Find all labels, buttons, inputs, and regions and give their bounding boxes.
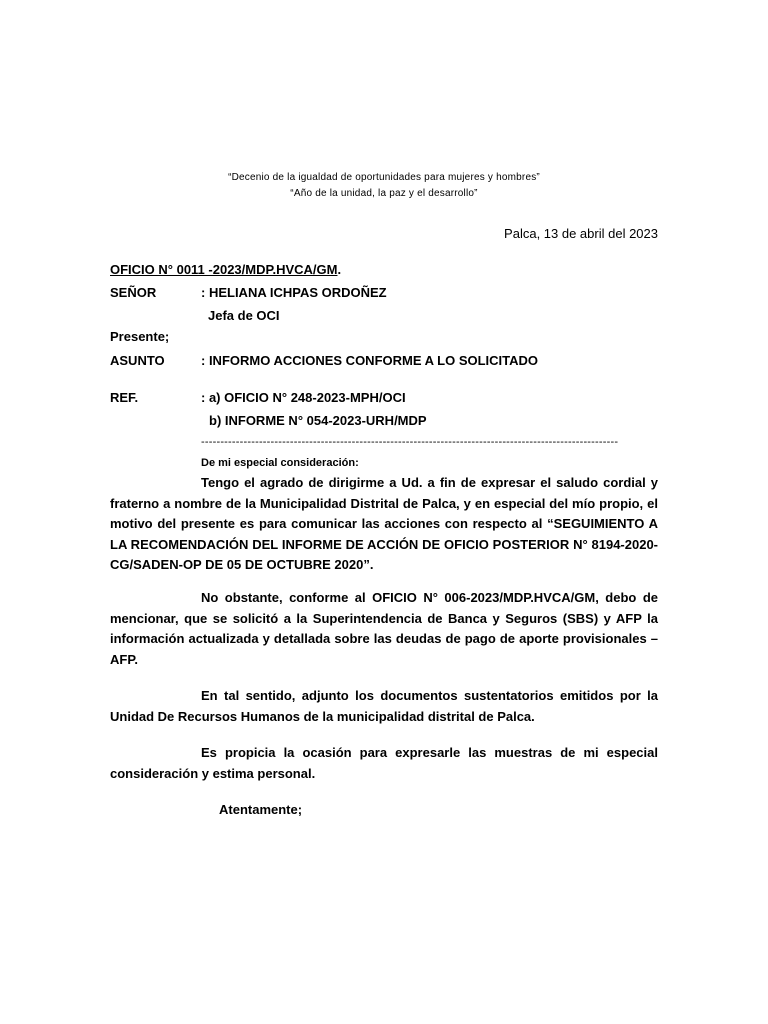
paragraph-4-text: Es propicia la ocasión para expresarle las muestras de mi especial consideración y estima personal. — [110, 745, 658, 781]
oficio-number-text: OFICIO N° 0011 -2023/MDP.HVCA/GM — [110, 262, 338, 277]
document-date: Palca, 13 de abril del 2023 — [504, 226, 658, 241]
paragraph-1-text: Tengo el agrado de dirigirme a Ud. a fin de expresar el saludo cordial y fraterno a nombre de la Municipalidad Distrital de Palca, y en especial del mío propio, el motivo del presente es para comunicar las acciones con respecto al “SEGUIMIENTO A LA RECOMENDACIÓN DEL INFORME DE ACCIÓN DE OFICIO POSTERIOR N° 8194-2020-CG/SADEN-OP DE 05 DE OCTUBRE 2020”. — [110, 475, 658, 573]
greeting: De mi especial consideración: — [201, 457, 359, 469]
ref-label: REF. — [110, 390, 139, 405]
paragraph-3 — [110, 686, 658, 727]
separator-line: ------------------------------------------------------------------------------------------------------------ — [201, 436, 619, 448]
paragraph-1 — [110, 473, 658, 576]
ref-a: : a) OFICIO N° 248-2023-MPH/OCI — [201, 390, 406, 405]
recipient-name: : HELIANA ICHPAS ORDOÑEZ — [201, 285, 387, 300]
ref-b: b) INFORME N° 054-2023-URH/MDP — [209, 413, 427, 428]
asunto-label: ASUNTO — [110, 353, 165, 368]
recipient-title: Jefa de OCI — [208, 308, 280, 323]
paragraph-2-text: No obstante, conforme al OFICIO N° 006-2023/MDP.HVCA/GM, debo de mencionar, que se solicitó a la Superintendencia de Banca y Seguros (SBS) y AFP la información actualizada y detallada sobre las deudas de pago de aporte provisionales – AFP. — [110, 590, 658, 667]
oficio-number — [110, 262, 341, 277]
recipient-label: SEÑOR — [110, 285, 157, 300]
oficio-period: . — [337, 262, 342, 277]
closing: Atentamente; — [219, 802, 303, 817]
presente-label: Presente; — [110, 329, 170, 344]
motto-decade: “Decenio de la igualdad de oportunidades para mujeres y hombres” — [228, 172, 540, 183]
motto-year: “Año de la unidad, la paz y el desarrollo” — [290, 188, 478, 199]
paragraph-4 — [110, 743, 658, 784]
asunto-text: : INFORMO ACCIONES CONFORME A LO SOLICITADO — [201, 353, 539, 368]
paragraph-2 — [110, 588, 658, 670]
paragraph-3-text: En tal sentido, adjunto los documentos sustentatorios emitidos por la Unidad De Recursos Humanos de la municipalidad distrital de Palca. — [110, 688, 658, 724]
